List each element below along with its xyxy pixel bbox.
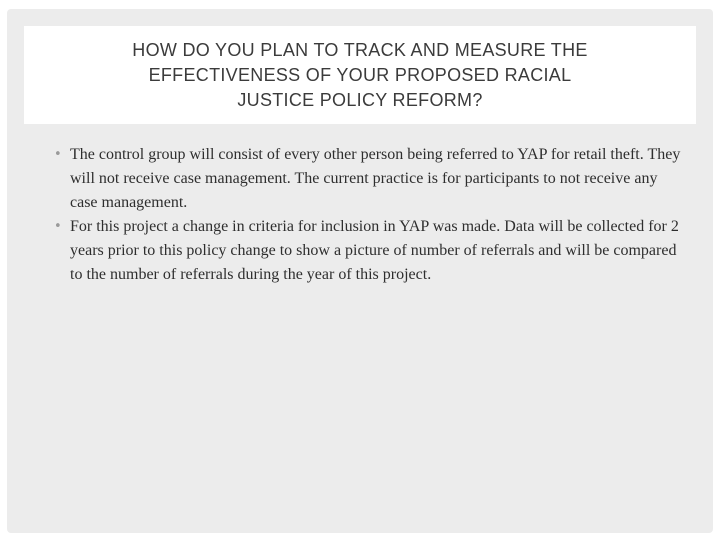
bullet-icon: • <box>54 147 62 162</box>
title-box <box>24 26 696 124</box>
slide <box>7 9 713 533</box>
bullet-item <box>54 143 684 215</box>
slide-title: HOW DO YOU PLAN TO TRACK AND MEASURE THE EFFECTIVENESS OF YOUR PROPOSED RACIAL JUSTICE POLICY REFORM? <box>132 39 588 110</box>
bullet-text: For this project a change in criteria for inclusion in YAP was made. Data will be collected for 2 years prior to this policy change to show a picture of number of referrals and will be compared to the number of referrals during the year of this project. <box>70 218 679 283</box>
bullet-item <box>54 215 684 287</box>
bullet-icon: • <box>54 219 62 234</box>
bullet-text: The control group will consist of every other person being referred to YAP for retail theft. They will not receive case management. The current practice is for participants to not receive any case management. <box>70 146 681 211</box>
bullet-list <box>54 143 684 287</box>
